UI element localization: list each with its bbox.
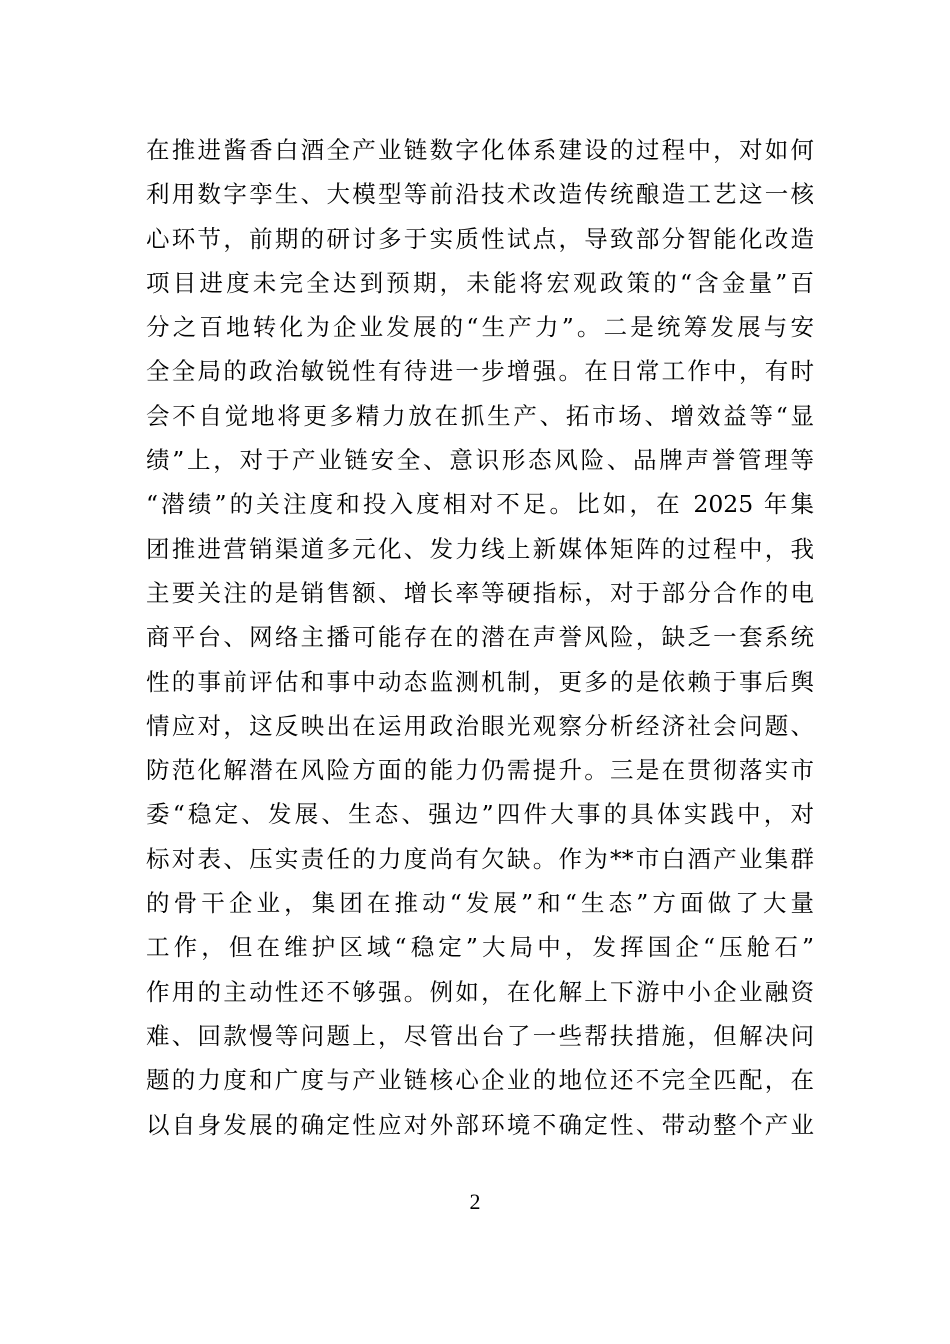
- text-line: 工作，但在维护区域“稳定”大局中，发挥国企“压舱石”: [146, 933, 814, 962]
- body-paragraph: [146, 128, 814, 1147]
- text-line: 防范化解潜在风险方面的能力仍需提升。三是在贯彻落实市: [146, 756, 814, 785]
- text-line: 在推进酱香白酒全产业链数字化体系建设的过程中，对如何: [146, 136, 814, 164]
- text-line: 项目进度未完全达到预期，未能将宏观政策的“含金量”百: [146, 268, 814, 297]
- text-line: 主要关注的是销售额、增长率等硬指标，对于部分合作的电: [146, 578, 814, 607]
- text-line: “潜绩”的关注度和投入度相对不足。比如，在 2025 年集: [146, 490, 814, 519]
- text-line: 商平台、网络主播可能存在的潜在声誉风险，缺乏一套系统: [146, 623, 814, 652]
- text-line: 情应对，这反映出在运用政治眼光观察分析经济社会问题、: [146, 711, 814, 740]
- text-line: 全全局的政治敏锐性有待进一步增强。在日常工作中，有时: [146, 357, 814, 386]
- text-line: 会不自觉地将更多精力放在抓生产、拓市场、增效益等“显: [146, 401, 814, 430]
- text-line: 绩”上，对于产业链安全、意识形态风险、品牌声誉管理等: [146, 446, 814, 475]
- text-line: 团推进营销渠道多元化、发力线上新媒体矩阵的过程中，我: [146, 534, 814, 563]
- text-line: 以自身发展的确定性应对外部环境不确定性、带动整个产业: [146, 1110, 814, 1139]
- text-line: 题的力度和广度与产业链核心企业的地位还不完全匹配，在: [146, 1066, 814, 1095]
- text-line: 委“稳定、发展、生态、强边”四件大事的具体实践中，对: [146, 800, 814, 829]
- text-line: 分之百地转化为企业发展的“生产力”。二是统筹发展与安: [146, 313, 814, 342]
- text-line: 心环节，前期的研讨多于实质性试点，导致部分智能化改造: [146, 224, 814, 253]
- text-line: 难、回款慢等问题上，尽管出台了一些帮扶措施，但解决问: [146, 1021, 814, 1050]
- page-number: 2: [469, 1189, 481, 1214]
- text-line: 作用的主动性还不够强。例如，在化解上下游中小企业融资: [146, 977, 814, 1006]
- text-line: 的骨干企业，集团在推动“发展”和“生态”方面做了大量: [146, 889, 814, 918]
- text-line: 标对表、压实责任的力度尚有欠缺。作为**市白酒产业集群: [146, 844, 814, 873]
- text-line: 利用数字孪生、大模型等前沿技术改造传统酿造工艺这一核: [146, 180, 814, 209]
- text-line: 性的事前评估和事中动态监测机制，更多的是依赖于事后舆: [146, 667, 814, 696]
